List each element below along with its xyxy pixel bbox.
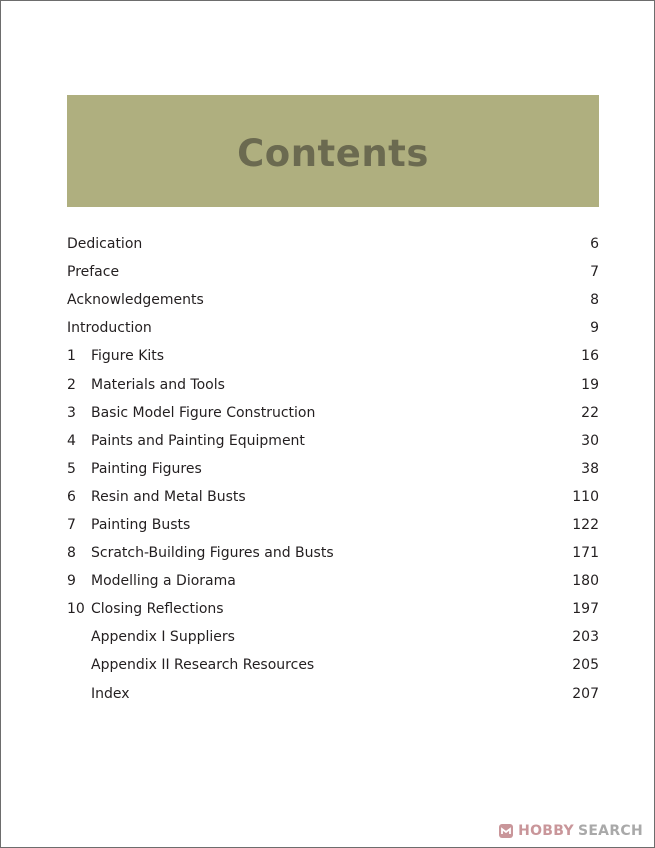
contents-title-banner [67,95,599,207]
toc-entry-page-number: 122 [572,516,599,533]
toc-entry-page-number: 6 [590,236,599,253]
toc-entry-title: Painting Busts [91,516,191,533]
toc-entry [67,286,599,314]
toc-entry-number: 6 [67,488,76,505]
toc-entry-number: 10 [67,601,85,618]
toc-entry-page-number: 197 [572,601,599,618]
toc-entry [67,342,599,370]
toc-entry-number: 5 [67,460,76,477]
toc-entry [67,370,599,398]
toc-entry-title: Preface [67,264,120,281]
toc-entry-title: Figure Kits [91,348,165,365]
toc-entry-title: Appendix II Research Resources [91,657,315,674]
toc-entry-page-number: 205 [572,657,599,674]
toc-entry-number: 7 [67,516,76,533]
toc-entry [67,623,599,651]
toc-entry-title: Paints and Painting Equipment [91,432,305,449]
toc-entry [67,314,599,342]
table-of-contents [67,230,599,708]
toc-entry-page-number: 171 [572,545,599,562]
toc-entry [67,399,599,427]
toc-entry-title: Materials and Tools [91,376,225,393]
toc-entry [67,258,599,286]
toc-entry [67,455,599,483]
toc-entry-number: 2 [67,376,76,393]
toc-entry-page-number: 16 [581,348,599,365]
toc-entry [67,427,599,455]
toc-entry-title: Dedication [67,236,143,253]
toc-entry-page-number: 180 [572,573,599,590]
toc-entry-title: Acknowledgements [67,292,204,309]
toc-entry-page-number: 110 [572,488,599,505]
toc-entry-title: Closing Reflections [91,601,224,618]
toc-entry [67,539,599,567]
toc-entry-page-number: 38 [581,460,599,477]
toc-entry-title: Index [91,685,130,702]
toc-entry-page-number: 30 [581,432,599,449]
toc-entry-number: 4 [67,432,76,449]
hobby-search-logo-icon [498,823,514,839]
toc-entry-number: 8 [67,545,76,562]
toc-entry-title: Scratch-Building Figures and Busts [91,545,334,562]
toc-entry [67,651,599,679]
page-title: Contents [237,131,429,175]
toc-entry [67,483,599,511]
toc-entry-title: Basic Model Figure Construction [91,404,316,421]
toc-entry [67,511,599,539]
toc-entry-page-number: 8 [590,292,599,309]
toc-entry-page-number: 22 [581,404,599,421]
toc-entry-page-number: 207 [572,685,599,702]
watermark-brand-part2: SEARCH [577,823,643,839]
toc-entry-page-number: 19 [581,376,599,393]
toc-entry-page-number: 9 [590,320,599,337]
toc-entry-page-number: 203 [572,629,599,646]
toc-entry-title: Painting Figures [91,460,202,477]
toc-entry-title: Appendix I Suppliers [91,629,235,646]
watermark-brand-part1: HOBBY [518,823,574,839]
toc-entry-number: 9 [67,573,76,590]
toc-entry [67,680,599,708]
hobby-search-watermark [498,823,643,839]
toc-entry-title: Introduction [67,320,152,337]
toc-entry-page-number: 7 [590,264,599,281]
toc-entry [67,230,599,258]
toc-entry-title: Modelling a Diorama [91,573,236,590]
toc-entry [67,595,599,623]
toc-entry-number: 1 [67,348,76,365]
toc-entry [67,567,599,595]
toc-entry-number: 3 [67,404,76,421]
toc-entry-title: Resin and Metal Busts [91,488,246,505]
